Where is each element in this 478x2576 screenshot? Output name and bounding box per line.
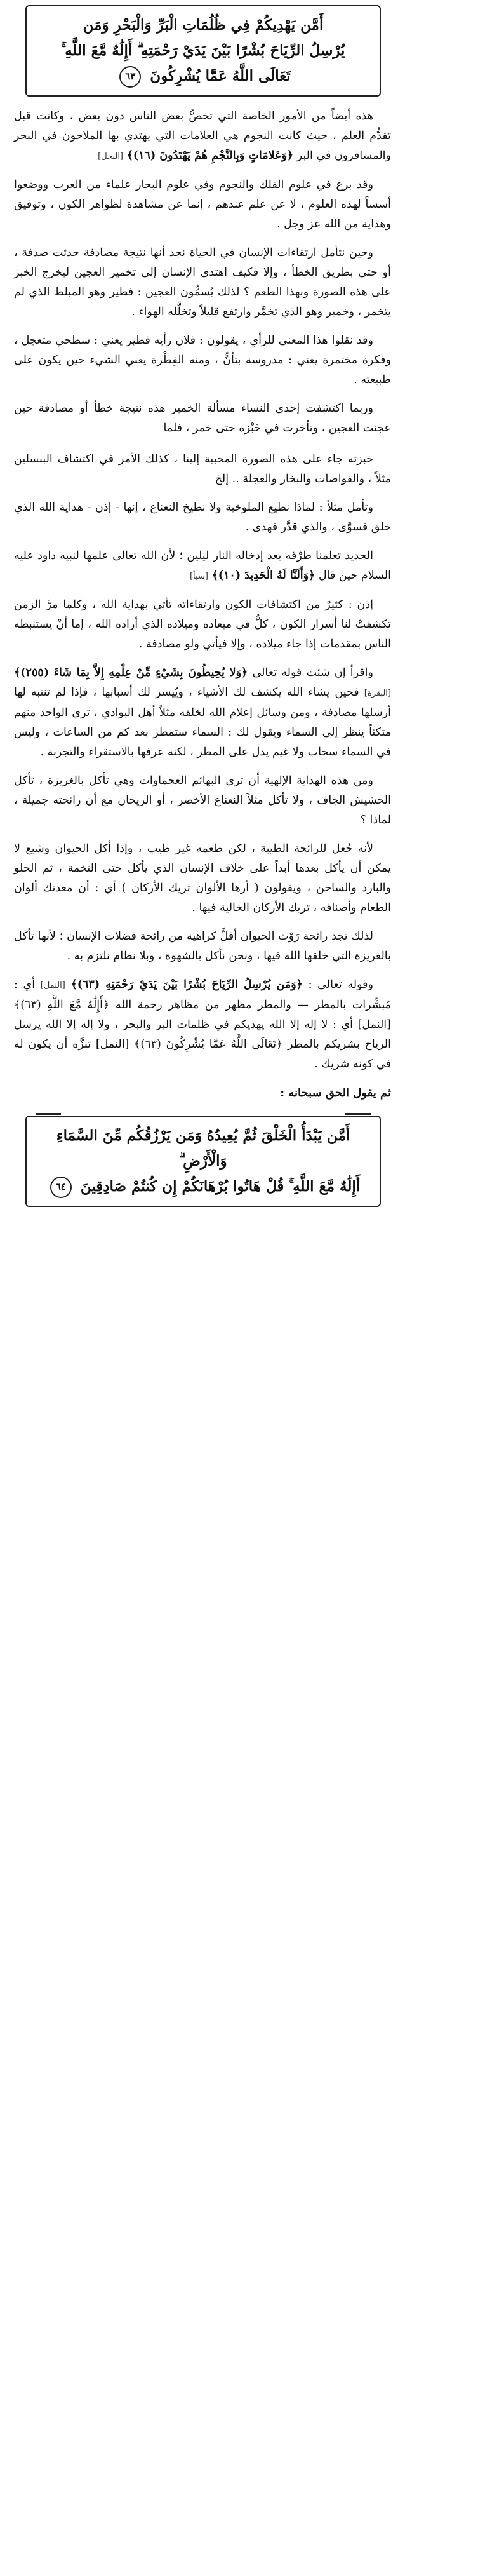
- surah-reference: [النمل]: [40, 981, 65, 990]
- surah-reference: [النحل]: [98, 152, 124, 161]
- surah-reference: [سبأ]: [189, 572, 208, 581]
- paragraph-text: الحديد تعلمنا طرْقه بعد إدخاله النار ليلين ؛ لأن الله تعالى علمها لنبيه داود عليه السلام حين قال: [14, 550, 391, 582]
- paragraph-text: ومن هذه الهداية الإلهية أن ترى البهائم العجماوات وهي تأكل بالغريزة ، تأكل الحشيش الجاف ، ولا تأكل مثلاً النعناع الأخضر ، أو الريحان مع أن رائحته جميلة ، لماذا ؟: [14, 774, 391, 826]
- paragraph: [14, 175, 391, 234]
- verse-bottom-line-2-text: أَإِلَٰهٌ مَّعَ اللَّهِ ۚ قُلْ هَاتُوا بُرْهَانَكُمْ إِن كُنتُمْ صَادِقِينَ: [80, 1178, 361, 1195]
- verse-number-badge: ٦٤: [50, 1177, 72, 1198]
- paragraph-text: وقوله تعالى :: [308, 978, 373, 991]
- paragraph-text: وتأمل مثلاً : لماذا نطيع الملوخية ولا نطيخ النعناع ، إنها - إذن - هداية الله الذي خلق فسوَّى ، والذي قدَّر فهدى .: [14, 501, 391, 534]
- quran-quote: ﴿وَعَلامَاتٍ وَبِالنَّجْمِ هُمْ يَهْتَدُونَ (١٦)﴾: [126, 149, 294, 162]
- paragraph: [14, 771, 391, 830]
- paragraph-continuation: أي : مُبشِّرات بالمطر — والمطر مظهر من مظاهر رحمة الله ﴿أَإِلَٰهٌ مَّعَ اللَّهِ (٦٣)﴾ [النمل] أي : لا إله إلا الله يهديكم في ظلمات البر والبحر ، ولا إله إلا الله يرسل الرياح بشريكم بالمطر ﴿تَعَالَى اللَّهُ عَمَّا يُشْرِكُونَ (٦٣)﴾ [النمل] تنزَّه أن يكون له في كونه شريك .: [14, 978, 391, 1070]
- paragraph: [14, 927, 391, 966]
- paragraph: [14, 975, 391, 1074]
- closing-line: ثم يقول الحق سبحانه :: [280, 1086, 391, 1100]
- paragraph-text: لأنه جُعل للرائحة الطيبة ، لكن طعمه غير طيب ، وإذا أكل الحيوان وشبع لا يمكن أن يأكل بعدها أبداً على خلاف الإنسان الذي يأكل حتى التخمة ، ثم الحلو والبارد والساخن ، ويقولون ( أرها الألوان تريك الأركان ) أي : أن معدتك ألوان الطعام وأصنافه ، تريك الأركان الخالية فيها .: [14, 842, 391, 914]
- paragraph: [14, 331, 391, 390]
- text-block-1: [14, 107, 391, 447]
- paragraph-text: وقد نقلوا هذا المعنى للرأي ، يقولون : فلان رأيه فطير يعني : سطحي متعجل ، وفكرة مختمرة يعني : مدروسة بتأنٍّ ، ومنه الفِطْرة يعني الشيء حين يكون على طبيعته .: [14, 334, 391, 386]
- paragraph: [14, 839, 391, 918]
- quran-quote: ﴿وَأَلَنَّا لَهُ الْحَدِيدَ (١٠)﴾: [211, 569, 315, 582]
- paragraph-text: لذلك تجد رائحة رَوْث الحيوان أقلَّ كراهية من رائحة فضلات الإنسان ؛ لأنها تأكل بالغريزة التي خلقها الله فيها ، ونحن نأكل بالشهوة ، وبلا نظام نلتزم به .: [14, 930, 391, 962]
- paragraph: [14, 243, 391, 322]
- surah-reference: [البقرة]: [364, 689, 391, 698]
- paragraph-text: وحين نتأمل ارتقاءات الإنسان في الحياة نجد أنها نتيجة مصادفة حدثت صدفة ، أو حتى بطريق الخطأ ، وإلا فكيف اهتدى الإنسان إلى تخمير العجين ليخرج الخبز على هذه الصورة وبهذا الطعم ؟ لذلك يُسمُّون العجين : فطير وهو المبلط الذي لم يتخمر ، وخمير وهو الذي تخمَّر وارتفع قليلاً وتخلَّله الهواء .: [14, 246, 391, 318]
- verse-top-line-3: [41, 64, 366, 89]
- paragraph: [14, 663, 391, 762]
- paragraph-text: واقرأ إن شئت قوله تعالى: [252, 666, 373, 679]
- paragraph: [14, 595, 391, 654]
- verse-top-line-1: أَمَّن يَهْدِيكُمْ فِي ظُلُمَاتِ الْبَرِّ وَالْبَحْرِ وَمَن: [83, 17, 324, 34]
- paragraph: [14, 498, 391, 537]
- paragraph-continuation: فحين يشاء الله يكشف لك الأشياء ، ويُيسر لك أسبابها ، فإذا لم تنتبه لها أرسلها مصادفة ، ومن وسائل إعلام الله لخلقه مثلاً أهل البوادي ، ترى الواحد منهم متكئاً ينظر إلى السماء ويقول لك : السماء ستمطر بعد كم من الساعات ، وليس في السماء سحاب ولا غيم يدل على المطر ، لكنه عرفها بالاستقراء والتجربة .: [14, 686, 391, 759]
- paragraph-text: إذن : كثيرٌ من اكتشافات الكون وارتقاءاته تأتي بهداية الله ، وكلما مرَّ الزمن تكشفتْ لنا أسرار الكون ، كلٌّ في ميعاده وميلاده الذي أراده الله ، إما أنْ يستنبطه الناس بمقدمات إذا جاء ميلاده ، وإلا فيأتي ولو مصادفة .: [14, 598, 391, 651]
- verse-top-line-3-text: تَعَالَى اللَّهُ عَمَّا يُشْرِكُونَ: [150, 67, 291, 84]
- paragraph: [14, 399, 391, 438]
- paragraph-text: وقد برع في علوم الفلك والنجوم وفي علوم البحار علماء من العرب ووضعوا أسساً لهذه العلوم ، لا عن علم عندهم ، إنما عن مشاهدة لظواهر الكون ، وتوفيق وهداية من الله عز وجل .: [14, 179, 391, 231]
- paragraph-text: خبزته جاء على هذه الصورة المحببة إلينا ، كذلك الأمر في اكتشاف البنسلين مثلاً ، والفواصات والبخار والعجلة .. إلخ: [14, 453, 391, 485]
- verse-frame-bottom: [25, 1116, 381, 1207]
- paragraph-text: هذه أيضاً من الأمور الخاصة التي تخصُّ بعض الناس دون بعض ، وكانت قبل تقدُّم العلم ، حيث كانت النجوم هي العلامات التي يهتدي بها الملاحون في البحر والمسافرون في البر: [14, 110, 391, 162]
- paragraph: [14, 450, 391, 489]
- verse-number-badge: ٦٣: [119, 66, 141, 88]
- quran-quote: ﴿وَمَن يُرْسِلُ الرِّيَاحَ بُشْرًا بَيْنَ يَدَيْ رَحْمَتِهِ (٦٣)﴾: [70, 978, 303, 991]
- text-block-2: [14, 450, 391, 1112]
- quran-quote: ﴿وَلا يُحِيطُونَ بِشَيْءٍ مِّنْ عِلْمِهِ إِلاَّ بِمَا شَاءَ (٢٥٥)﴾: [14, 666, 248, 679]
- paragraph: [14, 107, 391, 166]
- verse-bottom-line-1: أَمَّن يَبْدَأُ الْخَلْقَ ثُمَّ يُعِيدُهُ وَمَن يَرْزُقُكُم مِّنَ السَّمَاءِ وَالْأَرْضِ ۗ: [56, 1127, 350, 1170]
- verse-bottom-line-2: [41, 1174, 366, 1199]
- verse-top-line-2: يُرْسِلُ الرِّيَاحَ بُشْرًا بَيْنَ يَدَيْ رَحْمَتِهِ ۗ أَإِلَٰهٌ مَّعَ اللَّهِ ۚ: [61, 42, 345, 59]
- paragraph-text: وربما اكتشفت إحدى النساء مسألة الخمير هذه نتيجة خطأ أو مصادفة حين عجنت العجين ، وتأخرت في خَبْزه حتى خمر ، فلما: [14, 402, 391, 435]
- paragraph: [14, 546, 391, 586]
- verse-frame-top: [25, 5, 381, 97]
